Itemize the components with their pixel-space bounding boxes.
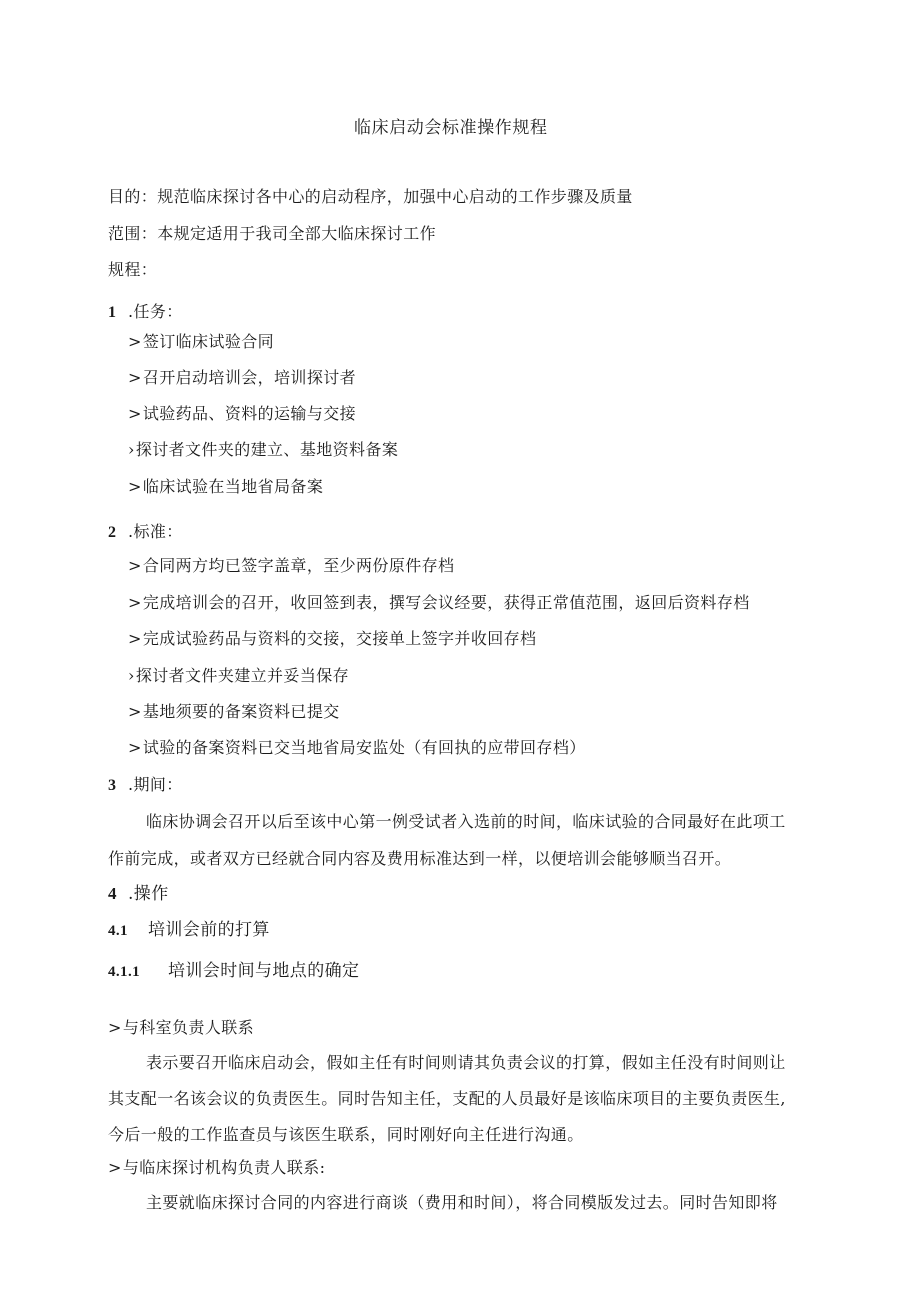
contact-paragraph-line: 其支配一名该会议的负责医生。同时告知主任，支配的人员最好是该临床项目的主要负责医生, bbox=[108, 1089, 786, 1108]
institution-paragraph-line: 主要就临床探讨合同的内容进行商谈（费用和时间），将合同模版发过去。同时告知即将 bbox=[146, 1193, 778, 1212]
item-text: 完成试验药品与资料的交接，交接单上签字并收回存档 bbox=[142, 629, 537, 648]
item-text: 与科室负责人联系 bbox=[122, 1018, 255, 1037]
bullet-marker: > bbox=[128, 368, 142, 387]
contact-paragraph-line: 表示要召开临床启动会，假如主任有时间则请其负责会议的打算，假如主任没有时间则让 bbox=[146, 1053, 786, 1072]
bullet-marker: > bbox=[108, 1018, 122, 1037]
section-2-item bbox=[128, 702, 340, 722]
procedure-heading: 规程： bbox=[108, 260, 158, 279]
item-text: 合同两方均已签字盖章，至少两份原件存档 bbox=[142, 556, 455, 575]
section-2-item bbox=[128, 666, 349, 686]
bullet-marker: › bbox=[128, 440, 135, 459]
contact-paragraph-line: 今后一般的工作监查员与该医生联系，同时刚好向主任进行沟通。 bbox=[108, 1125, 584, 1144]
section-2-title: .标准： bbox=[128, 522, 183, 541]
section-2-item bbox=[128, 629, 536, 649]
section-2-number: 2 bbox=[108, 524, 117, 541]
section-3-title: .期间： bbox=[128, 775, 183, 794]
bullet-marker: > bbox=[128, 738, 142, 757]
section-2-item bbox=[128, 738, 586, 758]
bullet-marker: > bbox=[128, 593, 142, 612]
subsection-4-1-number: 4.1 bbox=[108, 923, 128, 939]
item-text: 探讨者文件夹建立并妥当保存 bbox=[135, 666, 350, 685]
section-4-title: .操作 bbox=[128, 884, 169, 904]
bullet-marker: > bbox=[128, 404, 142, 423]
subsection-4-1-1-number: 4.1.1 bbox=[108, 964, 140, 980]
item-text: 临床试验在当地省局备案 bbox=[142, 477, 324, 496]
subsection-4-1-1-heading bbox=[108, 961, 359, 982]
section-1-title: .任务： bbox=[128, 302, 183, 321]
bullet-marker: > bbox=[108, 1158, 122, 1177]
section-3-number: 3 bbox=[108, 777, 117, 794]
section-1-item bbox=[128, 404, 356, 424]
section-2-heading bbox=[108, 522, 183, 543]
item-text: 探讨者文件夹的建立、基地资料备案 bbox=[135, 440, 399, 459]
item-text: 召开启动培训会，培训探讨者 bbox=[142, 368, 357, 387]
contact-department-head bbox=[108, 1018, 254, 1038]
item-text: 试验药品、资料的运输与交接 bbox=[142, 404, 357, 423]
purpose-text: 目的：规范临床探讨各中心的启动程序，加强中心启动的工作步骤及质量 bbox=[108, 187, 633, 206]
item-text: 试验的备案资料已交当地省局安监处（有回执的应带回存档） bbox=[142, 738, 586, 757]
bullet-marker: > bbox=[128, 702, 142, 721]
section-1-item bbox=[128, 477, 323, 497]
section-3-heading bbox=[108, 775, 183, 796]
section-1-item bbox=[128, 332, 274, 352]
section-3-paragraph-line: 作前完成，或者双方已经就合同内容及费用标准达到一样，以便培训会能够顺当召开。 bbox=[108, 849, 732, 868]
section-1-heading bbox=[108, 302, 183, 323]
subsection-4-1-heading bbox=[108, 920, 270, 941]
bullet-marker: > bbox=[128, 477, 142, 496]
section-1-item bbox=[128, 368, 356, 388]
section-4-number: 4 bbox=[108, 884, 117, 903]
section-2-item bbox=[128, 556, 454, 576]
section-2-item bbox=[128, 593, 750, 613]
section-1-number: 1 bbox=[108, 304, 117, 321]
item-text: 基地须要的备案资料已提交 bbox=[142, 702, 340, 721]
subsection-4-1-1-title: 培训会时间与地点的确定 bbox=[168, 961, 360, 981]
item-text: 完成培训会的召开，收回签到表，撰写会议经要，获得正常值范围，返回后资料存档 bbox=[142, 593, 750, 612]
document-title: 临床启动会标准操作规程 bbox=[354, 118, 548, 138]
item-text: 与临床探讨机构负责人联系: bbox=[122, 1158, 326, 1177]
contact-institution-head bbox=[108, 1158, 325, 1178]
bullet-marker: > bbox=[128, 629, 142, 648]
bullet-marker: > bbox=[128, 556, 142, 575]
item-text: 签订临床试验合同 bbox=[142, 332, 275, 351]
bullet-marker: › bbox=[128, 666, 135, 685]
section-1-item bbox=[128, 440, 398, 460]
section-3-paragraph-line: 临床协调会召开以后至该中心第一例受试者入选前的时间，临床试验的合同最好在此项工 bbox=[146, 812, 786, 831]
bullet-marker: > bbox=[128, 332, 142, 351]
subsection-4-1-title: 培训会前的打算 bbox=[148, 920, 270, 940]
scope-text: 范围：本规定适用于我司全部大临床探讨工作 bbox=[108, 224, 437, 243]
section-4-heading bbox=[108, 884, 169, 904]
